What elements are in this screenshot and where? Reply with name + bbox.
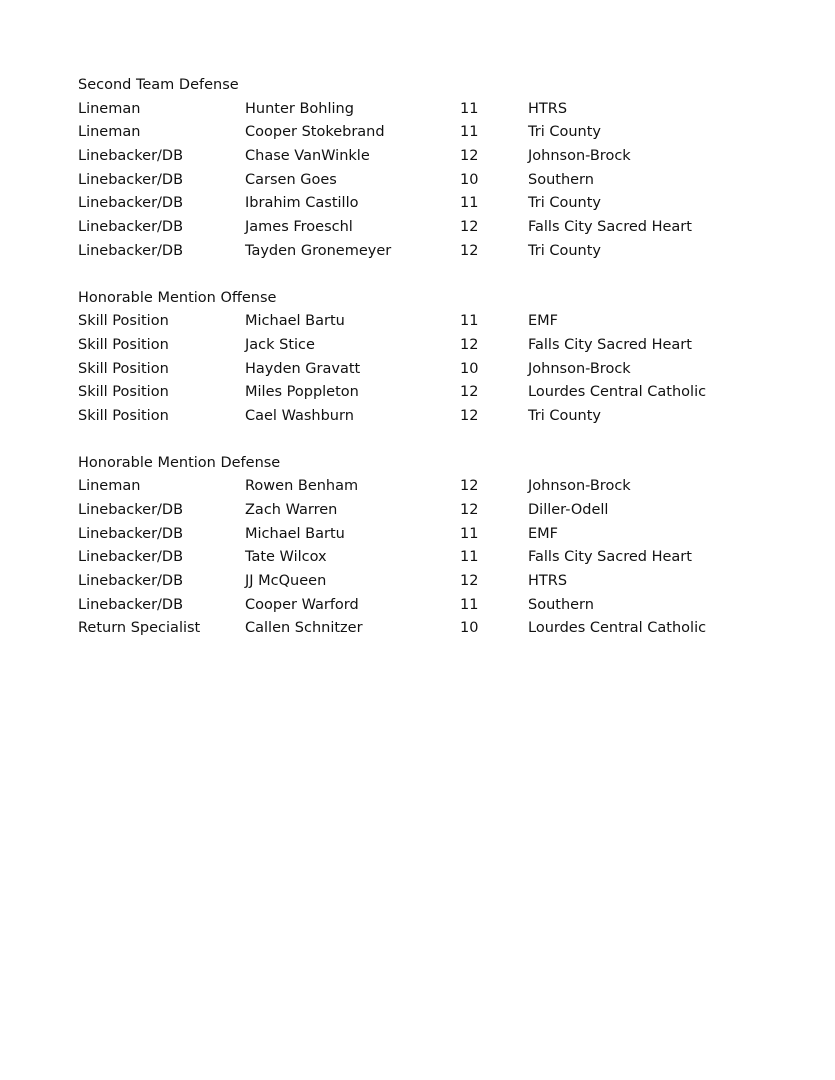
table-row [78,570,778,594]
position-cell: Linebacker/DB [78,596,184,613]
grade-cell: 12 [460,336,479,353]
table-row [78,594,778,618]
grade-cell: 10 [460,620,479,637]
player-name-cell: Cooper Warford [245,596,359,613]
player-name-cell: Ibrahim Castillo [245,195,359,212]
school-cell: Southern [528,596,594,613]
grade-cell: 12 [460,384,479,401]
table-row [78,240,778,264]
position-cell: Lineman [78,100,141,117]
school-cell: Falls City Sacred Heart [528,219,692,236]
school-cell: Tri County [528,124,601,141]
table-row [78,310,778,334]
grade-cell: 11 [460,124,479,141]
school-cell: EMF [528,525,559,542]
section-title: Honorable Mention Offense [78,289,277,306]
grade-cell: 11 [460,525,479,542]
grade-cell: 12 [460,478,479,495]
table-row [78,121,778,145]
position-cell: Linebacker/DB [78,573,184,590]
position-cell: Linebacker/DB [78,242,184,259]
school-cell: Johnson-Brock [528,360,631,377]
player-name-cell: Cael Washburn [245,407,354,424]
grade-cell: 11 [460,313,479,330]
position-cell: Return Specialist [78,620,201,637]
player-name-cell: Hunter Bohling [245,100,354,117]
player-name-cell: Callen Schnitzer [245,620,363,637]
player-name-cell: Carsen Goes [245,171,337,188]
school-cell: Falls City Sacred Heart [528,549,692,566]
school-cell: Tri County [528,195,601,212]
section-second-team-defense [78,74,778,264]
table-row [78,216,778,240]
school-cell: HTRS [528,573,568,590]
position-cell: Linebacker/DB [78,219,184,236]
school-cell: Diller-Odell [528,502,609,518]
position-cell: Skill Position [78,336,169,353]
position-cell: Linebacker/DB [78,171,184,188]
grade-cell: 11 [460,596,479,613]
player-name-cell: Michael Bartu [245,525,345,542]
school-cell: Tri County [528,407,601,424]
player-name-cell: Zach Warren [245,502,338,518]
player-name-cell: Cooper Stokebrand [245,124,385,141]
grade-cell: 10 [460,360,479,377]
position-cell: Linebacker/DB [78,148,184,165]
table-row [78,523,778,547]
player-name-cell: Jack Stice [245,336,315,353]
position-cell: Lineman [78,124,141,141]
grade-cell: 11 [460,100,479,117]
table-row [78,405,778,429]
table-row [78,499,778,523]
player-name-cell: Chase VanWinkle [245,148,370,165]
table-row [78,358,778,382]
position-cell: Skill Position [78,384,169,401]
school-cell: EMF [528,313,559,330]
section-honorable-mention-offense [78,287,778,429]
player-name-cell: James Froeschl [245,219,353,236]
grade-cell: 12 [460,148,479,165]
table-row [78,334,778,358]
position-cell: Skill Position [78,313,169,330]
grade-cell: 12 [460,219,479,236]
player-name-cell: Michael Bartu [245,313,345,330]
position-cell: Lineman [78,478,141,495]
school-cell: Southern [528,171,594,188]
position-cell: Linebacker/DB [78,549,184,566]
school-cell: Lourdes Central Catholic [528,620,707,637]
table-row [78,381,778,405]
player-name-cell: Rowen Benham [245,478,359,495]
school-cell: Johnson-Brock [528,148,631,165]
player-name-cell: JJ McQueen [245,573,327,590]
grade-cell: 12 [460,502,479,518]
table-row [78,475,778,499]
table-row [78,98,778,122]
grade-cell: 10 [460,171,479,188]
school-cell: Johnson-Brock [528,478,631,495]
position-cell: Linebacker/DB [78,525,184,542]
position-cell: Skill Position [78,407,169,424]
table-row [78,617,778,641]
grade-cell: 11 [460,549,479,566]
table-row [78,546,778,570]
position-cell: Skill Position [78,360,169,377]
school-cell: HTRS [528,100,568,117]
grade-cell: 12 [460,242,479,259]
position-cell: Linebacker/DB [78,502,184,518]
school-cell: Falls City Sacred Heart [528,336,692,353]
table-row [78,145,778,169]
table-row [78,192,778,216]
school-cell: Lourdes Central Catholic [528,384,707,401]
grade-cell: 12 [460,573,479,590]
section-honorable-mention-defense [78,452,778,642]
grade-cell: 12 [460,407,479,424]
player-name-cell: Tate Wilcox [245,549,327,566]
table-row [78,169,778,193]
section-title: Second Team Defense [78,77,239,93]
section-title: Honorable Mention Defense [78,454,281,471]
school-cell: Tri County [528,242,601,259]
player-name-cell: Hayden Gravatt [245,360,361,377]
player-name-cell: Tayden Gronemeyer [245,242,392,259]
position-cell: Linebacker/DB [78,195,184,212]
player-name-cell: Miles Poppleton [245,384,359,401]
grade-cell: 11 [460,195,479,212]
roster-document [78,74,778,664]
